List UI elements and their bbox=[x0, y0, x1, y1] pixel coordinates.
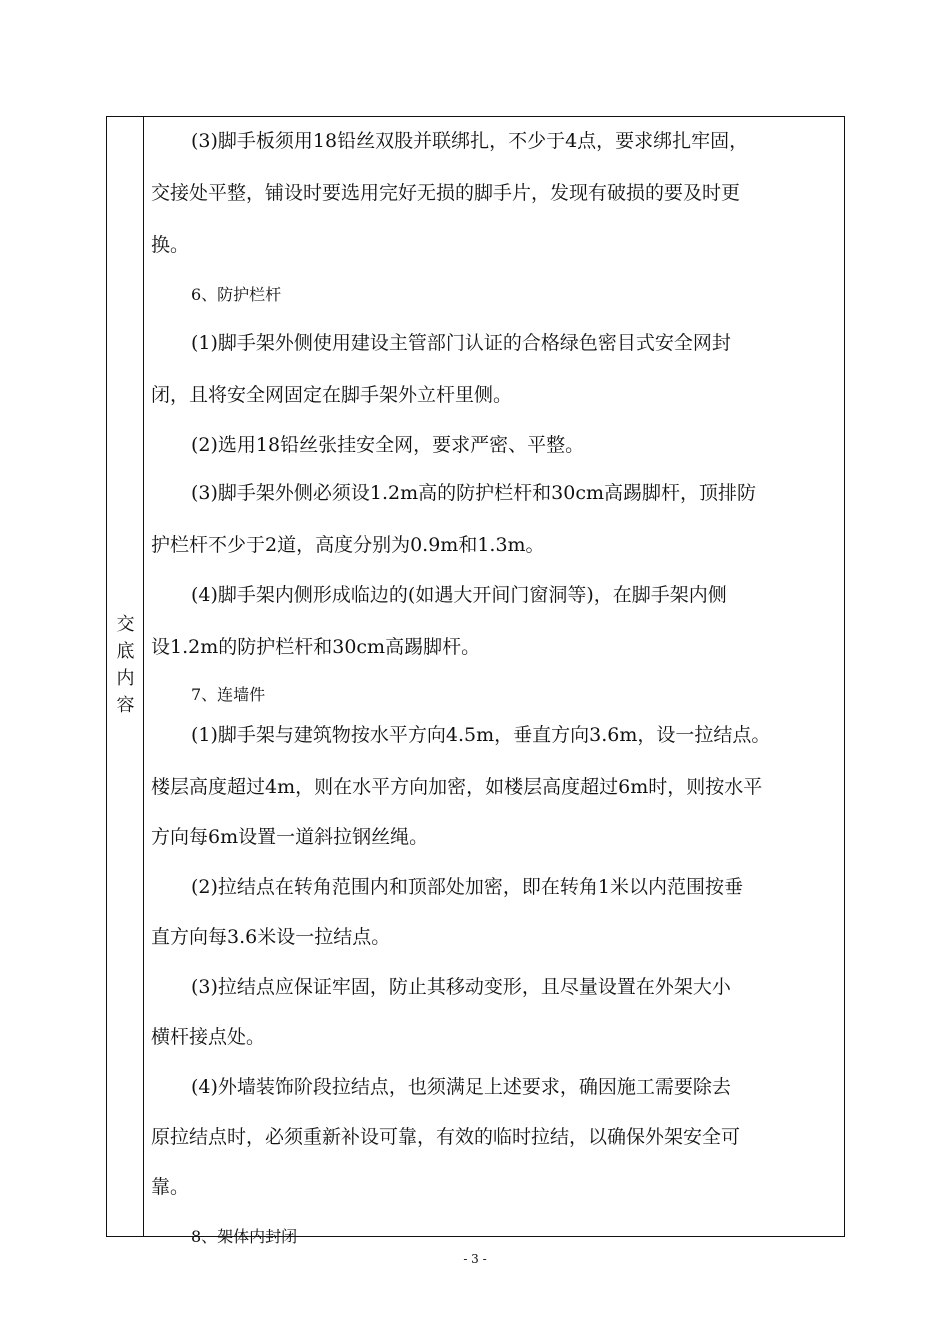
paragraph-line: (2)选用18铅丝张挂安全网，要求严密、平整。 bbox=[191, 434, 585, 456]
side-label-cell bbox=[107, 117, 144, 1236]
paragraph-line: (1)脚手架外侧使用建设主管部门认证的合格绿色密目式安全网封 bbox=[191, 332, 731, 354]
paragraph-line: 护栏杆不少于2道，高度分别为0.9m和1.3m。 bbox=[151, 534, 545, 556]
paragraph-line: (4)脚手架内侧形成临边的(如遇大开间门窗洞等)，在脚手架内侧 bbox=[191, 584, 727, 606]
paragraph-line: 闭，且将安全网固定在脚手架外立杆里侧。 bbox=[151, 384, 513, 406]
paragraph-line: (4)外墙装饰阶段拉结点，也须满足上述要求，确因施工需要除去 bbox=[191, 1076, 731, 1098]
section-heading: 6、防护栏杆 bbox=[191, 285, 282, 304]
paragraph-line: (3)拉结点应保证牢固，防止其移动变形，且尽量设置在外架大小 bbox=[191, 976, 731, 998]
paragraph-line: (1)脚手架与建筑物按水平方向4.5m，垂直方向3.6m，设一拉结点。 bbox=[191, 724, 771, 746]
handover-table bbox=[106, 116, 845, 1246]
side-label-char: 内 bbox=[116, 668, 135, 689]
paragraph-line: 楼层高度超过4m，则在水平方向加密，如楼层高度超过6m时，则按水平 bbox=[151, 776, 763, 798]
paragraph-line: 原拉结点时，必须重新补设可靠，有效的临时拉结，以确保外架安全可 bbox=[151, 1126, 741, 1148]
paragraph-line: (2)拉结点在转角范围内和顶部处加密，即在转角1米以内范围按垂 bbox=[191, 876, 744, 898]
paragraph-line: 横杆接点处。 bbox=[151, 1026, 266, 1048]
side-label-char: 容 bbox=[116, 695, 135, 716]
section-heading: 7、连墙件 bbox=[191, 685, 266, 704]
side-label-char: 交 bbox=[116, 614, 135, 635]
side-label bbox=[107, 611, 144, 719]
paragraph-line: 换。 bbox=[151, 234, 190, 256]
paragraph-line: 直方向每3.6米设一拉结点。 bbox=[151, 926, 391, 948]
paragraph-line: (3)脚手架外侧必须设1.2m高的防护栏杆和30cm高踢脚杆，顶排防 bbox=[191, 482, 756, 504]
section-heading: 8、架体内封闭 bbox=[191, 1227, 298, 1246]
paragraph-line: (3)脚手板须用18铅丝双股并联绑扎，不少于4点，要求绑扎牢固， bbox=[191, 130, 749, 152]
paragraph-line: 设1.2m的防护栏杆和30cm高踢脚杆。 bbox=[151, 636, 481, 658]
paragraph-line: 交接处平整，铺设时要选用完好无损的脚手片，发现有破损的要及时更 bbox=[151, 182, 741, 204]
page-number: - 3 - bbox=[463, 1252, 487, 1266]
paragraph-line: 靠。 bbox=[151, 1176, 190, 1198]
side-label-char: 底 bbox=[116, 641, 135, 662]
paragraph-line: 方向每6m设置一道斜拉钢丝绳。 bbox=[151, 826, 429, 848]
